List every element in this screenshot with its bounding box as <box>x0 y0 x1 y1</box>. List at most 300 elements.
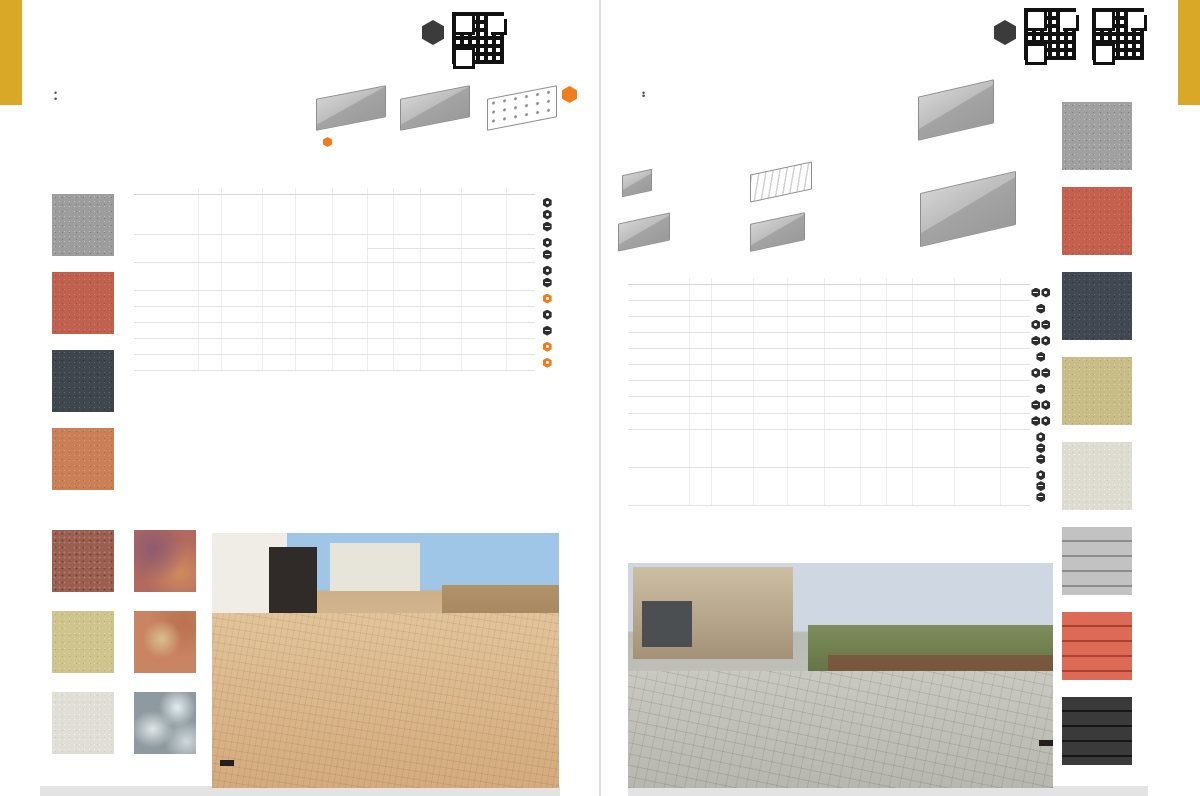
cell-hmotnost <box>296 355 333 371</box>
cell-spotreba <box>825 317 861 333</box>
surface-chip-icon <box>1036 443 1045 453</box>
cell-barvy <box>954 301 1000 317</box>
surface-chip-icon <box>1036 454 1045 464</box>
surface-chip-icon <box>1041 416 1050 426</box>
surface-chip-icon <box>1036 384 1045 394</box>
qr-code-icon[interactable] <box>1092 8 1144 60</box>
cell-hm-baleni <box>420 235 461 249</box>
table-row <box>134 323 559 339</box>
cell-barvy <box>954 381 1000 397</box>
cell-barvy <box>954 285 1000 301</box>
cell-hmotnost <box>296 307 333 323</box>
table-row <box>628 333 1052 349</box>
cell-vyska <box>690 285 712 301</box>
product-render-kostka-vodici <box>750 168 812 196</box>
cell-name <box>134 195 198 235</box>
cell-vyska <box>690 413 712 429</box>
left-spec-table-body <box>134 195 559 371</box>
cell-spotreba <box>333 307 368 323</box>
surface-chip-icon <box>543 238 552 248</box>
left-color-swatch-3 <box>52 348 114 412</box>
right-color-swatch-7 <box>1062 610 1132 680</box>
cell-hmotnost <box>296 195 333 235</box>
left-color-swatch-7 <box>52 690 114 754</box>
product-render-parketa-group1 <box>316 92 386 124</box>
surface-chip-icon <box>1031 416 1040 426</box>
table-row <box>628 285 1052 301</box>
cell-spotreba <box>825 349 861 365</box>
cell-hmotnost <box>787 467 825 505</box>
swatch-color <box>1062 442 1132 510</box>
cell-icons <box>1030 349 1052 365</box>
cell-jednotka <box>753 365 787 381</box>
cell-rozmery <box>222 291 263 307</box>
cell-barvy <box>461 249 506 263</box>
cell-rozmery <box>222 263 263 291</box>
cell-spotreba <box>333 263 368 291</box>
left-color-swatch-8 <box>134 528 196 592</box>
cell-barvy <box>954 317 1000 333</box>
cell-vyska <box>690 467 712 505</box>
surface-chip-icon <box>543 266 552 276</box>
right-color-swatch-6 <box>1062 525 1132 595</box>
cell-icons <box>535 195 559 235</box>
cell-name <box>628 397 690 413</box>
cell-vrstva <box>368 355 393 371</box>
cell-name <box>628 333 690 349</box>
cell-vrstva <box>861 413 887 429</box>
cell-spotreba <box>333 323 368 339</box>
cell-vrstva <box>861 397 887 413</box>
swatch-color <box>134 530 196 592</box>
cell-spotreba <box>825 429 861 467</box>
swatch-color <box>1062 102 1132 170</box>
table-row <box>134 263 559 291</box>
cell-hmotnost <box>787 429 825 467</box>
cell-name <box>628 317 690 333</box>
right-spec-table-body <box>628 285 1052 506</box>
cell-jednotka <box>753 397 787 413</box>
table-row <box>134 339 559 355</box>
cell-spotreba <box>333 339 368 355</box>
cell-rozmery <box>222 307 263 323</box>
cell-povrch <box>1000 381 1030 397</box>
cell-paleta <box>393 235 420 249</box>
new-badge-icon <box>562 86 577 103</box>
surface-chip-icon <box>1041 288 1050 298</box>
cell-vrstva <box>861 349 887 365</box>
right-color-swatch-3 <box>1062 270 1132 340</box>
cell-vyska <box>198 195 221 235</box>
surface-chip-icon <box>543 358 552 368</box>
cell-vrstva <box>861 333 887 349</box>
cell-barvy <box>461 323 506 339</box>
left-photo-caption <box>220 760 234 766</box>
surface-chip-icon <box>1031 400 1040 410</box>
cell-vyska <box>690 317 712 333</box>
table-row <box>628 365 1052 381</box>
cell-icons <box>1030 317 1052 333</box>
cell-barvy <box>954 429 1000 467</box>
table-row <box>628 381 1052 397</box>
cell-povrch <box>1000 349 1030 365</box>
cell-icons <box>535 235 559 263</box>
cell-name <box>628 429 690 467</box>
cell-hm-baleni <box>420 291 461 307</box>
cell-povrch <box>1000 333 1030 349</box>
cell-name <box>134 323 198 339</box>
cell-spotreba <box>825 397 861 413</box>
cell-povrch <box>1000 413 1030 429</box>
left-bullets <box>52 88 66 94</box>
swatch-color <box>52 611 114 673</box>
cell-rozmery <box>712 397 754 413</box>
cell-jednotka <box>753 285 787 301</box>
cell-paleta <box>887 333 913 349</box>
cell-hmotnost <box>787 349 825 365</box>
cell-vrstva <box>861 317 887 333</box>
qr-code-icon[interactable] <box>1024 8 1076 60</box>
cell-barvy <box>461 235 506 249</box>
cell-vyska <box>198 235 221 263</box>
swatch-color <box>134 692 196 754</box>
cell-hmotnost <box>787 365 825 381</box>
cell-jednotka <box>263 235 296 263</box>
cell-paleta <box>887 467 913 505</box>
left-color-swatch-5 <box>52 528 114 592</box>
surface-chip-icon <box>1036 432 1045 442</box>
cell-vyska <box>690 381 712 397</box>
cell-hmotnost <box>787 381 825 397</box>
cell-name <box>628 285 690 301</box>
left-color-swatch-10 <box>134 690 196 754</box>
cell-rozmery <box>222 355 263 371</box>
product-render-kostka-30 <box>918 88 994 132</box>
surface-chip-icon <box>1036 470 1045 480</box>
table-row <box>134 235 559 249</box>
cell-jednotka <box>753 381 787 397</box>
cell-vrstva <box>861 381 887 397</box>
table-row <box>628 467 1052 505</box>
swatch-color <box>1062 187 1132 255</box>
cell-name <box>628 413 690 429</box>
surface-chip-icon <box>1031 368 1040 378</box>
right-spec-table <box>628 278 1052 506</box>
cell-paleta <box>887 397 913 413</box>
cell-povrch <box>506 263 535 291</box>
left-color-swatch-2 <box>52 270 114 334</box>
cell-vyska <box>690 301 712 317</box>
cell-icons <box>1030 333 1052 349</box>
cell-vrstva <box>861 467 887 505</box>
table-row <box>628 349 1052 365</box>
cell-hmotnost <box>787 413 825 429</box>
cell-vyska <box>198 307 221 323</box>
table-row <box>134 195 559 235</box>
cell-hm-baleni <box>913 301 955 317</box>
surface-chip-icon <box>1041 320 1050 330</box>
cell-hm-baleni <box>420 339 461 355</box>
cell-paleta <box>887 429 913 467</box>
cell-icons <box>1030 381 1052 397</box>
cell-jednotka <box>263 291 296 307</box>
cell-spotreba <box>825 365 861 381</box>
cell-paleta <box>393 307 420 323</box>
cell-vrstva <box>368 291 393 307</box>
right-photo-caption <box>1039 740 1053 746</box>
left-color-swatch-9 <box>134 609 196 673</box>
cell-hmotnost <box>296 235 333 263</box>
cell-vyska <box>198 263 221 291</box>
table-row <box>628 317 1052 333</box>
surface-chip-icon <box>543 250 552 260</box>
cell-vrstva <box>368 307 393 323</box>
cell-barvy <box>954 467 1000 505</box>
cell-povrch <box>1000 467 1030 505</box>
surface-chip-icon <box>1031 288 1040 298</box>
cell-povrch <box>1000 397 1030 413</box>
swatch-color <box>1062 612 1132 680</box>
cell-povrch <box>506 339 535 355</box>
swatch-color <box>52 428 114 490</box>
right-color-swatch-8 <box>1062 695 1132 765</box>
cell-name <box>628 301 690 317</box>
cell-hmotnost <box>787 333 825 349</box>
cell-barvy <box>954 413 1000 429</box>
surface-chip-icon <box>543 278 552 288</box>
cell-rozmery <box>712 333 754 349</box>
cell-jednotka <box>753 317 787 333</box>
swatch-color <box>1062 527 1132 595</box>
cell-hmotnost <box>787 301 825 317</box>
cell-rozmery <box>712 413 754 429</box>
cell-icons <box>535 355 559 371</box>
swatch-color <box>134 611 196 673</box>
cell-spotreba <box>825 467 861 505</box>
product-render-kostka-40 <box>920 182 1016 236</box>
cell-vrstva <box>861 285 887 301</box>
cell-jednotka <box>753 467 787 505</box>
cell-povrch <box>506 291 535 307</box>
cell-rozmery <box>222 235 263 263</box>
table-row <box>628 429 1052 467</box>
cell-paleta <box>393 323 420 339</box>
cell-vyska <box>198 323 221 339</box>
cell-hm-baleni <box>913 397 955 413</box>
cell-vrstva <box>861 301 887 317</box>
cell-jednotka <box>263 307 296 323</box>
swatch-color <box>52 194 114 256</box>
cell-povrch <box>506 249 535 263</box>
cell-spotreba <box>825 301 861 317</box>
surface-chip-icon <box>543 342 552 352</box>
cell-jednotka <box>753 333 787 349</box>
cell-vyska <box>690 349 712 365</box>
cell-name <box>134 339 198 355</box>
cell-rozmery <box>222 323 263 339</box>
product-render-kostka <box>618 218 670 246</box>
cell-vrstva <box>368 249 393 263</box>
surface-chip-icon <box>543 222 552 232</box>
swatch-color <box>52 530 114 592</box>
cell-hm-baleni <box>420 263 461 291</box>
new-badge-small-icon <box>323 137 332 147</box>
surface-chip-icon <box>543 310 552 320</box>
right-color-swatch-1 <box>1062 100 1132 170</box>
cell-hm-baleni <box>913 381 955 397</box>
cell-icons <box>1030 429 1052 467</box>
cell-name <box>134 235 198 263</box>
cell-vyska <box>690 365 712 381</box>
left-color-swatch-4 <box>52 426 114 490</box>
cell-povrch <box>506 323 535 339</box>
cell-vyska <box>198 355 221 371</box>
cell-hm-baleni <box>913 285 955 301</box>
cell-icons <box>1030 365 1052 381</box>
cell-paleta <box>887 285 913 301</box>
cell-vrstva <box>368 235 393 249</box>
cell-hm-baleni <box>913 429 955 467</box>
dop-badge-icon <box>994 20 1016 45</box>
cell-barvy <box>461 263 506 291</box>
table-row <box>628 413 1052 429</box>
right-photo <box>628 563 1053 788</box>
cell-icons <box>1030 413 1052 429</box>
cell-spotreba <box>333 355 368 371</box>
table-row <box>134 355 559 371</box>
cell-paleta <box>393 339 420 355</box>
cell-rozmery <box>222 339 263 355</box>
cell-name <box>628 365 690 381</box>
cell-rozmery <box>712 301 754 317</box>
qr-block-kosticka[interactable] <box>1092 8 1144 60</box>
left-color-swatch-1 <box>52 192 114 256</box>
cell-hm-baleni <box>420 307 461 323</box>
cell-hm-baleni <box>420 323 461 339</box>
cell-jednotka <box>753 429 787 467</box>
surface-chip-icon <box>1036 492 1045 502</box>
cell-spotreba <box>825 333 861 349</box>
surface-chip-icon <box>1036 304 1045 314</box>
cell-icons <box>535 263 559 291</box>
cell-hm-baleni <box>913 317 955 333</box>
cell-povrch <box>1000 365 1030 381</box>
cell-name <box>628 381 690 397</box>
cell-jednotka <box>263 355 296 371</box>
cell-name <box>134 307 198 323</box>
cell-povrch <box>1000 429 1030 467</box>
table-row <box>134 307 559 323</box>
cell-icons <box>535 323 559 339</box>
cell-vrstva <box>368 339 393 355</box>
qr-block-kostka[interactable] <box>1024 8 1076 60</box>
cell-paleta <box>887 317 913 333</box>
cell-vrstva <box>368 323 393 339</box>
cell-name <box>628 467 690 505</box>
cell-jednotka <box>263 323 296 339</box>
cell-vyska <box>690 397 712 413</box>
cell-povrch <box>1000 301 1030 317</box>
cell-jednotka <box>263 195 296 235</box>
cell-icons <box>535 339 559 355</box>
cell-vrstva <box>368 195 393 235</box>
cell-hm-baleni <box>420 195 461 235</box>
cell-spotreba <box>333 195 368 235</box>
cell-povrch <box>506 235 535 249</box>
cell-hm-baleni <box>420 249 461 263</box>
cell-name <box>134 263 198 291</box>
product-render-kosticka <box>622 172 652 194</box>
cell-barvy <box>461 307 506 323</box>
swatch-color <box>52 692 114 754</box>
swatch-color <box>1062 697 1132 765</box>
cell-povrch <box>1000 317 1030 333</box>
cell-jednotka <box>753 413 787 429</box>
right-bullets <box>640 88 654 91</box>
cell-barvy <box>461 195 506 235</box>
surface-chip-icon <box>1041 368 1050 378</box>
cell-vrstva <box>368 263 393 291</box>
cell-paleta <box>887 413 913 429</box>
cell-name <box>628 349 690 365</box>
cell-rozmery <box>712 467 754 505</box>
cell-povrch <box>506 195 535 235</box>
cell-spotreba <box>825 413 861 429</box>
cell-povrch <box>506 307 535 323</box>
swatch-color <box>1062 272 1132 340</box>
cell-icons <box>1030 397 1052 413</box>
cell-icons <box>1030 301 1052 317</box>
cell-spotreba <box>333 291 368 307</box>
cell-jednotka <box>753 301 787 317</box>
cell-icons <box>535 307 559 323</box>
cell-jednotka <box>263 339 296 355</box>
cell-paleta <box>887 349 913 365</box>
cell-paleta <box>393 291 420 307</box>
left-spec-table <box>134 188 559 371</box>
cell-vyska <box>198 291 221 307</box>
left-color-swatch-6 <box>52 609 114 673</box>
cell-hmotnost <box>787 285 825 301</box>
cell-spotreba <box>333 235 368 263</box>
cell-paleta <box>887 365 913 381</box>
product-label-group1 <box>320 137 332 147</box>
cell-vrstva <box>861 365 887 381</box>
surface-chip-icon <box>543 294 552 304</box>
cell-hm-baleni <box>913 467 955 505</box>
cell-hmotnost <box>296 323 333 339</box>
cell-barvy <box>954 333 1000 349</box>
cell-icons <box>1030 467 1052 505</box>
cell-jednotka <box>753 349 787 365</box>
cell-barvy <box>954 397 1000 413</box>
product-render-kostka-rovna <box>750 218 805 246</box>
cell-paleta <box>393 195 420 235</box>
cell-paleta <box>887 381 913 397</box>
cell-rozmery <box>712 365 754 381</box>
cell-hmotnost <box>296 263 333 291</box>
cell-rozmery <box>712 317 754 333</box>
qr-code-icon[interactable] <box>452 12 504 64</box>
surface-chip-icon <box>543 198 552 208</box>
cell-barvy <box>461 291 506 307</box>
cell-rozmery <box>712 381 754 397</box>
surface-chip-icon <box>543 326 552 336</box>
cell-paleta <box>393 355 420 371</box>
left-photo <box>212 533 559 788</box>
cell-vrstva <box>861 429 887 467</box>
surface-chip-icon <box>543 210 552 220</box>
